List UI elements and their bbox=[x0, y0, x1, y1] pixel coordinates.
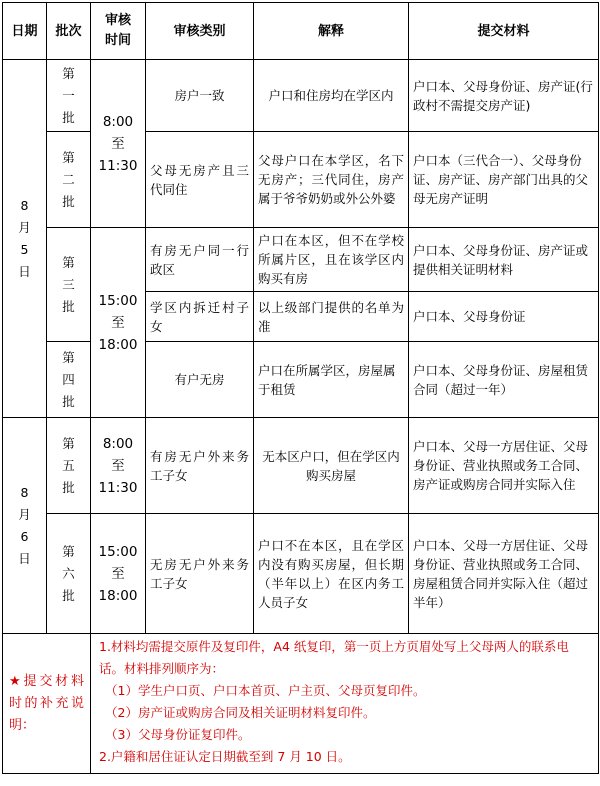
batch-cell bbox=[47, 60, 91, 132]
date-char: 6 bbox=[20, 528, 29, 544]
table-row bbox=[3, 60, 599, 132]
explain-cell: 户口在本区，但不在学校所属片区，且在该学区内购买有房 bbox=[254, 228, 409, 292]
time-to: 至 bbox=[111, 314, 125, 331]
batch-char: 五 bbox=[62, 457, 75, 473]
note-label: ★提交材料时的补充说明： bbox=[3, 634, 91, 774]
time-cell bbox=[91, 60, 146, 228]
table-row bbox=[3, 418, 599, 514]
materials-cell: 户口本、父母一方居住证、父母身份证、营业执照或务工合同、房产证或购房合同并实际入住 bbox=[409, 418, 599, 514]
time-cell bbox=[91, 514, 146, 634]
date-cell-aug5 bbox=[3, 60, 47, 418]
header-row bbox=[3, 3, 599, 60]
batch-char: 批 bbox=[62, 193, 75, 209]
time-end: 11:30 bbox=[98, 157, 138, 174]
header-category: 审核类别 bbox=[146, 3, 254, 60]
category-cell: 学区内拆迁村子女 bbox=[146, 292, 254, 342]
enrollment-table-container bbox=[2, 2, 599, 774]
explain-cell: 无本区户口，但在学区内购买房屋 bbox=[254, 418, 409, 514]
time-start: 8:00 bbox=[102, 435, 134, 452]
batch-char: 六 bbox=[62, 565, 75, 581]
time-end: 18:00 bbox=[98, 336, 138, 353]
date-char: 月 bbox=[18, 506, 31, 522]
batch-cell bbox=[47, 418, 91, 514]
date-cell-aug6 bbox=[3, 418, 47, 634]
batch-char: 批 bbox=[62, 587, 75, 603]
time-to: 至 bbox=[111, 457, 125, 474]
date-char: 5 bbox=[20, 241, 29, 257]
note-line: 1.材料均需提交原件及复印件，A4 纸复印，第一页上方页眉处写上父母两人的联系电话。材料排列顺序为： bbox=[99, 639, 569, 676]
batch-cell bbox=[47, 228, 91, 342]
time-to: 至 bbox=[111, 135, 125, 152]
note-line: （3）父母身份证复印件。 bbox=[105, 727, 251, 742]
batch-cell bbox=[47, 514, 91, 634]
category-cell: 无房无户外来务工子女 bbox=[146, 514, 254, 634]
category-cell: 有房无户同一行政区 bbox=[146, 228, 254, 292]
category-cell: 房户一致 bbox=[146, 60, 254, 132]
explain-cell: 以上级部门提供的名单为准 bbox=[254, 292, 409, 342]
note-row bbox=[3, 634, 599, 774]
time-start: 8:00 bbox=[102, 113, 134, 130]
time-end: 11:30 bbox=[98, 479, 138, 496]
date-char: 月 bbox=[18, 219, 31, 235]
materials-cell: 户口本、父母身份证、房产证(行政村不需提交房产证) bbox=[409, 60, 599, 132]
table-row bbox=[3, 514, 599, 634]
time-to: 至 bbox=[111, 565, 125, 582]
materials-cell: 户口本、父母一方居住证、父母身份证、营业执照或务工合同、房屋租赁合同并实际入住（超过半年） bbox=[409, 514, 599, 634]
batch-char: 第 bbox=[62, 349, 75, 365]
enrollment-review-table bbox=[2, 2, 599, 774]
time-end: 18:00 bbox=[98, 587, 138, 604]
category-cell: 有房无户外来务工子女 bbox=[146, 418, 254, 514]
batch-char: 第 bbox=[62, 543, 75, 559]
batch-char: 第 bbox=[62, 149, 75, 165]
batch-cell bbox=[47, 132, 91, 228]
time-cell bbox=[91, 418, 146, 514]
header-materials: 提交材料 bbox=[409, 3, 599, 60]
date-char: 日 bbox=[18, 263, 31, 279]
batch-char: 第 bbox=[62, 254, 75, 270]
date-char: 8 bbox=[20, 197, 29, 213]
time-cell bbox=[91, 228, 146, 418]
table-row bbox=[3, 228, 599, 292]
header-explain: 解释 bbox=[254, 3, 409, 60]
explain-cell: 父母户口在本学区，名下无房产；三代同住，房产属于爷爷奶奶或外公外婆 bbox=[254, 132, 409, 228]
batch-char: 批 bbox=[62, 298, 75, 314]
note-content bbox=[91, 634, 599, 774]
header-time-text: 审核时间 bbox=[104, 13, 131, 48]
batch-char: 批 bbox=[62, 109, 75, 125]
explain-cell: 户口在所属学区，房屋属于租赁 bbox=[254, 342, 409, 418]
time-start: 15:00 bbox=[98, 543, 138, 560]
date-char: 日 bbox=[18, 550, 31, 566]
batch-char: 批 bbox=[62, 479, 75, 495]
batch-char: 三 bbox=[62, 276, 75, 292]
time-start: 15:00 bbox=[98, 292, 138, 309]
header-time bbox=[91, 3, 146, 60]
materials-cell: 户口本、父母身份证、房屋租赁合同（超过一年） bbox=[409, 342, 599, 418]
batch-char: 一 bbox=[62, 87, 75, 103]
category-cell: 有户无房 bbox=[146, 342, 254, 418]
batch-char: 四 bbox=[62, 371, 75, 387]
explain-cell: 户口不在本区，且在学区内没有购买房屋，但长期（半年以上）在区内务工人员子女 bbox=[254, 514, 409, 634]
materials-cell: 户口本、父母身份证 bbox=[409, 292, 599, 342]
category-cell: 父母无房产且三代同住 bbox=[146, 132, 254, 228]
materials-cell: 户口本、父母身份证、房产证或提供相关证明材料 bbox=[409, 228, 599, 292]
date-char: 8 bbox=[20, 484, 29, 500]
batch-char: 二 bbox=[62, 171, 75, 187]
note-line: 2.户籍和居住证认定日期截至到 7 月 10 日。 bbox=[99, 749, 351, 764]
header-date: 日期 bbox=[3, 3, 47, 60]
note-line: （1）学生户口页、户口本首页、户主页、父母页复印件。 bbox=[105, 683, 426, 698]
batch-char: 第 bbox=[62, 435, 75, 451]
note-line: （2）房产证或购房合同及相关证明材料复印件。 bbox=[105, 705, 376, 720]
explain-cell: 户口和住房均在学区内 bbox=[254, 60, 409, 132]
batch-char: 第 bbox=[62, 65, 75, 81]
header-batch: 批次 bbox=[47, 3, 91, 60]
batch-cell bbox=[47, 342, 91, 418]
batch-char: 批 bbox=[62, 393, 75, 409]
materials-cell: 户口本（三代合一）、父母身份证、房产证、房产部门出具的父母无房产证明 bbox=[409, 132, 599, 228]
